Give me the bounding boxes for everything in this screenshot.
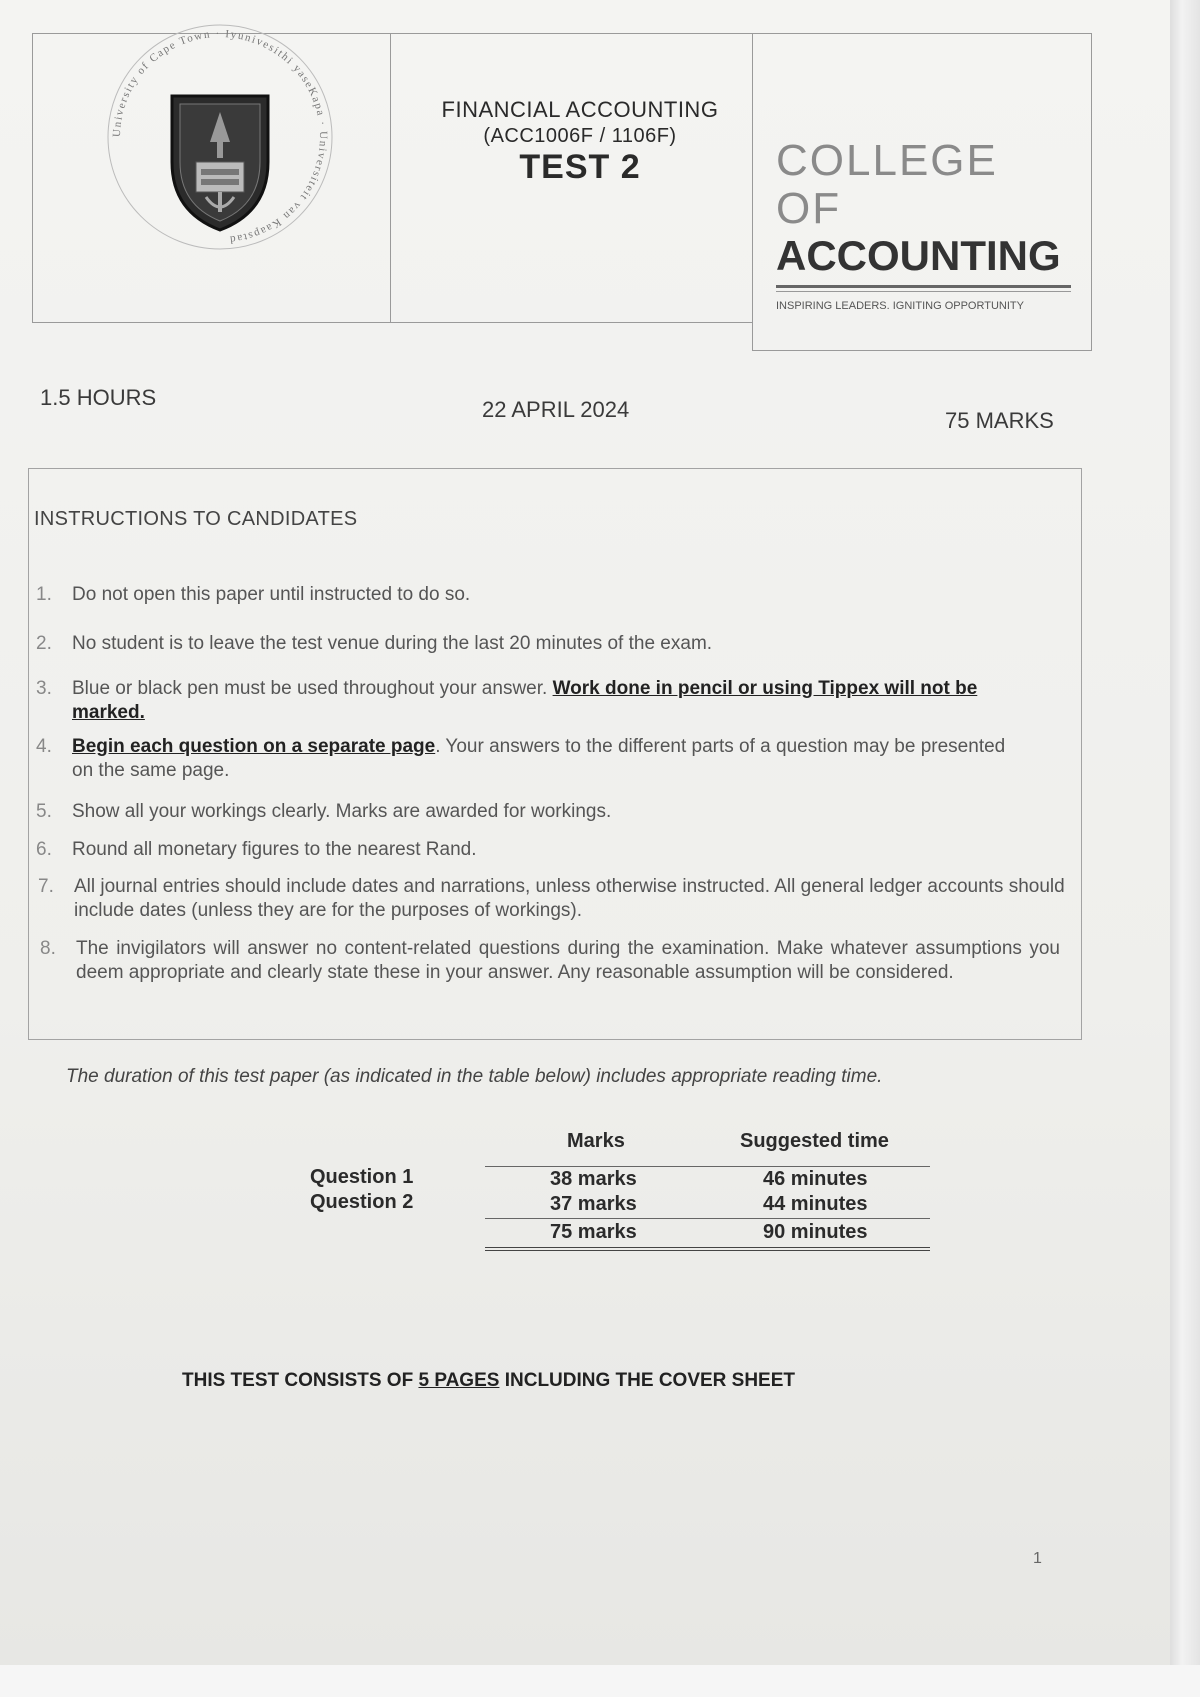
instruction-item	[40, 937, 1060, 985]
instruction-item	[36, 838, 1066, 862]
instruction-number: 8.	[40, 938, 56, 959]
test-total-marks: 75 MARKS	[945, 408, 1054, 433]
college-tagline: INSPIRING LEADERS. IGNITING OPPORTUNITY	[776, 300, 1024, 312]
instruction-text: All journal entries should include dates and narrations, unless otherwise instructed. All general ledger accounts should include dates (unless they are for the purposes of workings).	[74, 876, 1065, 921]
total-rule	[485, 1247, 930, 1248]
instruction-number: 1.	[36, 584, 52, 605]
instruction-text: Do not open this paper until instructed to do so.	[72, 584, 471, 605]
question-time: 44 minutes	[763, 1193, 868, 1215]
total-time: 90 minutes	[763, 1221, 868, 1243]
page-bottom-edge	[0, 1665, 1200, 1697]
seal-icon	[100, 12, 340, 262]
question-label: Question 2	[310, 1191, 414, 1213]
page-count: 5 PAGES	[418, 1370, 500, 1391]
instruction-number: 4.	[36, 736, 52, 757]
university-seal-logo	[100, 12, 340, 262]
question-label: Question 1	[310, 1166, 414, 1188]
instruction-text: The invigilators will answer no content-related questions during the examination. Make whatever assumptions you deem appropriate and clearly state these in your answer. Any reasonable assumption will be considered.	[76, 938, 1060, 983]
college-logo-rule-thin	[776, 291, 1071, 292]
instruction-item	[36, 677, 1036, 725]
instruction-item	[36, 800, 1066, 824]
course-code: (ACC1006F / 1106F)	[483, 125, 677, 147]
header-rule	[485, 1166, 930, 1167]
instruction-number: 6.	[36, 839, 52, 860]
instruction-emphasis: Begin each question on a separate page	[72, 736, 436, 757]
test-title-block	[400, 97, 760, 187]
test-date: 22 APRIL 2024	[482, 397, 630, 422]
instruction-number: 3.	[36, 678, 52, 699]
time-column-header: Suggested time	[740, 1130, 889, 1152]
instruction-number: 7.	[38, 876, 54, 897]
instructions-heading: INSTRUCTIONS TO CANDIDATES	[34, 508, 358, 530]
instruction-number: 5.	[36, 801, 52, 822]
college-logo-rule	[776, 285, 1071, 288]
subtotal-rule	[485, 1218, 930, 1219]
instruction-text: No student is to leave the test venue during the last 20 minutes of the exam.	[72, 633, 713, 654]
page-count-note	[182, 1370, 795, 1392]
college-logo-line2: ACCOUNTING	[776, 232, 1061, 279]
total-double-rule	[485, 1250, 930, 1251]
instruction-text: . Your answers to the different parts of a question may be presented on the same page.	[72, 736, 1006, 781]
page-number: 1	[1033, 1550, 1042, 1567]
page-count-suffix: INCLUDING THE COVER SHEET	[499, 1370, 796, 1391]
instruction-item	[38, 875, 1068, 923]
instruction-number: 2.	[36, 633, 52, 654]
instruction-text: Blue or black pen must be used throughout your answer.	[72, 678, 553, 699]
test-name: TEST 2	[519, 148, 641, 186]
seal-ring-text: University of Cape Town · Iyunivesithi yaseKapa · Universiteit van Kaapstad	[110, 27, 330, 246]
instruction-emphasis: Work done in pencil or using Tippex will not be marked.	[72, 678, 978, 723]
instruction-item	[36, 583, 1066, 607]
page-edge	[1170, 0, 1200, 1697]
question-marks: 37 marks	[550, 1193, 637, 1215]
instruction-item	[36, 632, 1066, 656]
course-name: FINANCIAL ACCOUNTING	[441, 97, 719, 122]
page-count-prefix: THIS TEST CONSISTS OF	[182, 1370, 419, 1391]
college-logo	[776, 137, 1076, 312]
test-duration: 1.5 HOURS	[40, 385, 157, 410]
question-time: 46 minutes	[763, 1168, 868, 1190]
college-logo-line1: COLLEGE OF	[776, 136, 998, 233]
instruction-item	[36, 735, 1006, 783]
instruction-text: Show all your workings clearly. Marks are awarded for workings.	[72, 801, 612, 822]
instruction-text: Round all monetary figures to the nearest Rand.	[72, 839, 477, 860]
question-marks: 38 marks	[550, 1168, 637, 1190]
total-marks: 75 marks	[550, 1221, 637, 1243]
marks-column-header: Marks	[567, 1130, 625, 1152]
duration-note: The duration of this test paper (as indicated in the table below) includes appropriate reading time.	[66, 1066, 883, 1087]
